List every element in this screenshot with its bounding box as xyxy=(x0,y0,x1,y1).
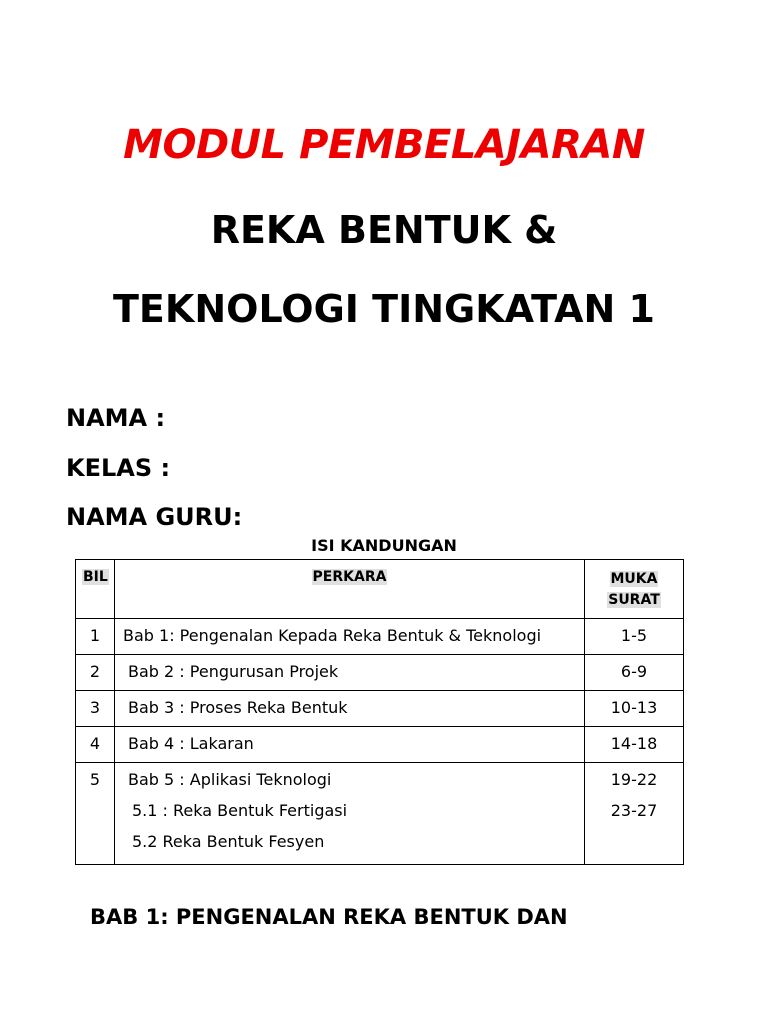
subject-title-line2: TEKNOLOGI TINGKATAN 1 xyxy=(113,287,655,331)
kelas-field-label: KELAS : xyxy=(66,454,171,482)
row-bil: 2 xyxy=(76,655,115,691)
subject-title-line1: REKA BENTUK & xyxy=(210,208,558,252)
row-perkara: Bab 2 : Pengurusan Projek xyxy=(115,655,585,691)
row-muka-main: 19-22 xyxy=(610,770,658,789)
row-muka-sub: 23-27 xyxy=(610,801,658,820)
toc-header-perkara: PERKARA xyxy=(115,560,585,619)
table-row xyxy=(76,763,684,865)
row-perkara xyxy=(115,763,585,865)
row-muka-surat: 14-18 xyxy=(585,727,684,763)
row-muka-surat: 10-13 xyxy=(585,691,684,727)
row-bil: 3 xyxy=(76,691,115,727)
toc-heading: ISI KANDUNGAN xyxy=(311,536,457,555)
table-row xyxy=(76,727,684,763)
table-row xyxy=(76,619,684,655)
row-perkara: Bab 4 : Lakaran xyxy=(115,727,585,763)
row-perkara-sub: 5.1 : Reka Bentuk Fertigasi xyxy=(132,801,348,820)
module-title: MODUL PEMBELAJARAN xyxy=(123,122,645,168)
table-row xyxy=(76,691,684,727)
row-perkara: Bab 1: Pengenalan Kepada Reka Bentuk & Teknologi xyxy=(115,619,585,655)
nama-field-label: NAMA : xyxy=(66,404,166,432)
toc-header-muka-surat: MUKA SURAT xyxy=(585,560,684,619)
row-perkara-main: Bab 5 : Aplikasi Teknologi xyxy=(128,770,332,789)
row-bil: 5 xyxy=(76,763,115,865)
row-bil: 1 xyxy=(76,619,115,655)
toc-header-row xyxy=(76,560,684,619)
nama-guru-field-label: NAMA GURU: xyxy=(66,503,243,531)
row-bil: 4 xyxy=(76,727,115,763)
toc-table xyxy=(75,559,684,865)
row-muka-surat: 1-5 xyxy=(585,619,684,655)
row-muka-surat: 6-9 xyxy=(585,655,684,691)
table-row xyxy=(76,655,684,691)
toc-header-bil: BIL xyxy=(76,560,115,619)
row-muka-surat xyxy=(585,763,684,865)
row-perkara-sub: 5.2 Reka Bentuk Fesyen xyxy=(132,832,325,851)
chapter-heading: BAB 1: PENGENALAN REKA BENTUK DAN xyxy=(90,905,568,929)
row-perkara: Bab 3 : Proses Reka Bentuk xyxy=(115,691,585,727)
